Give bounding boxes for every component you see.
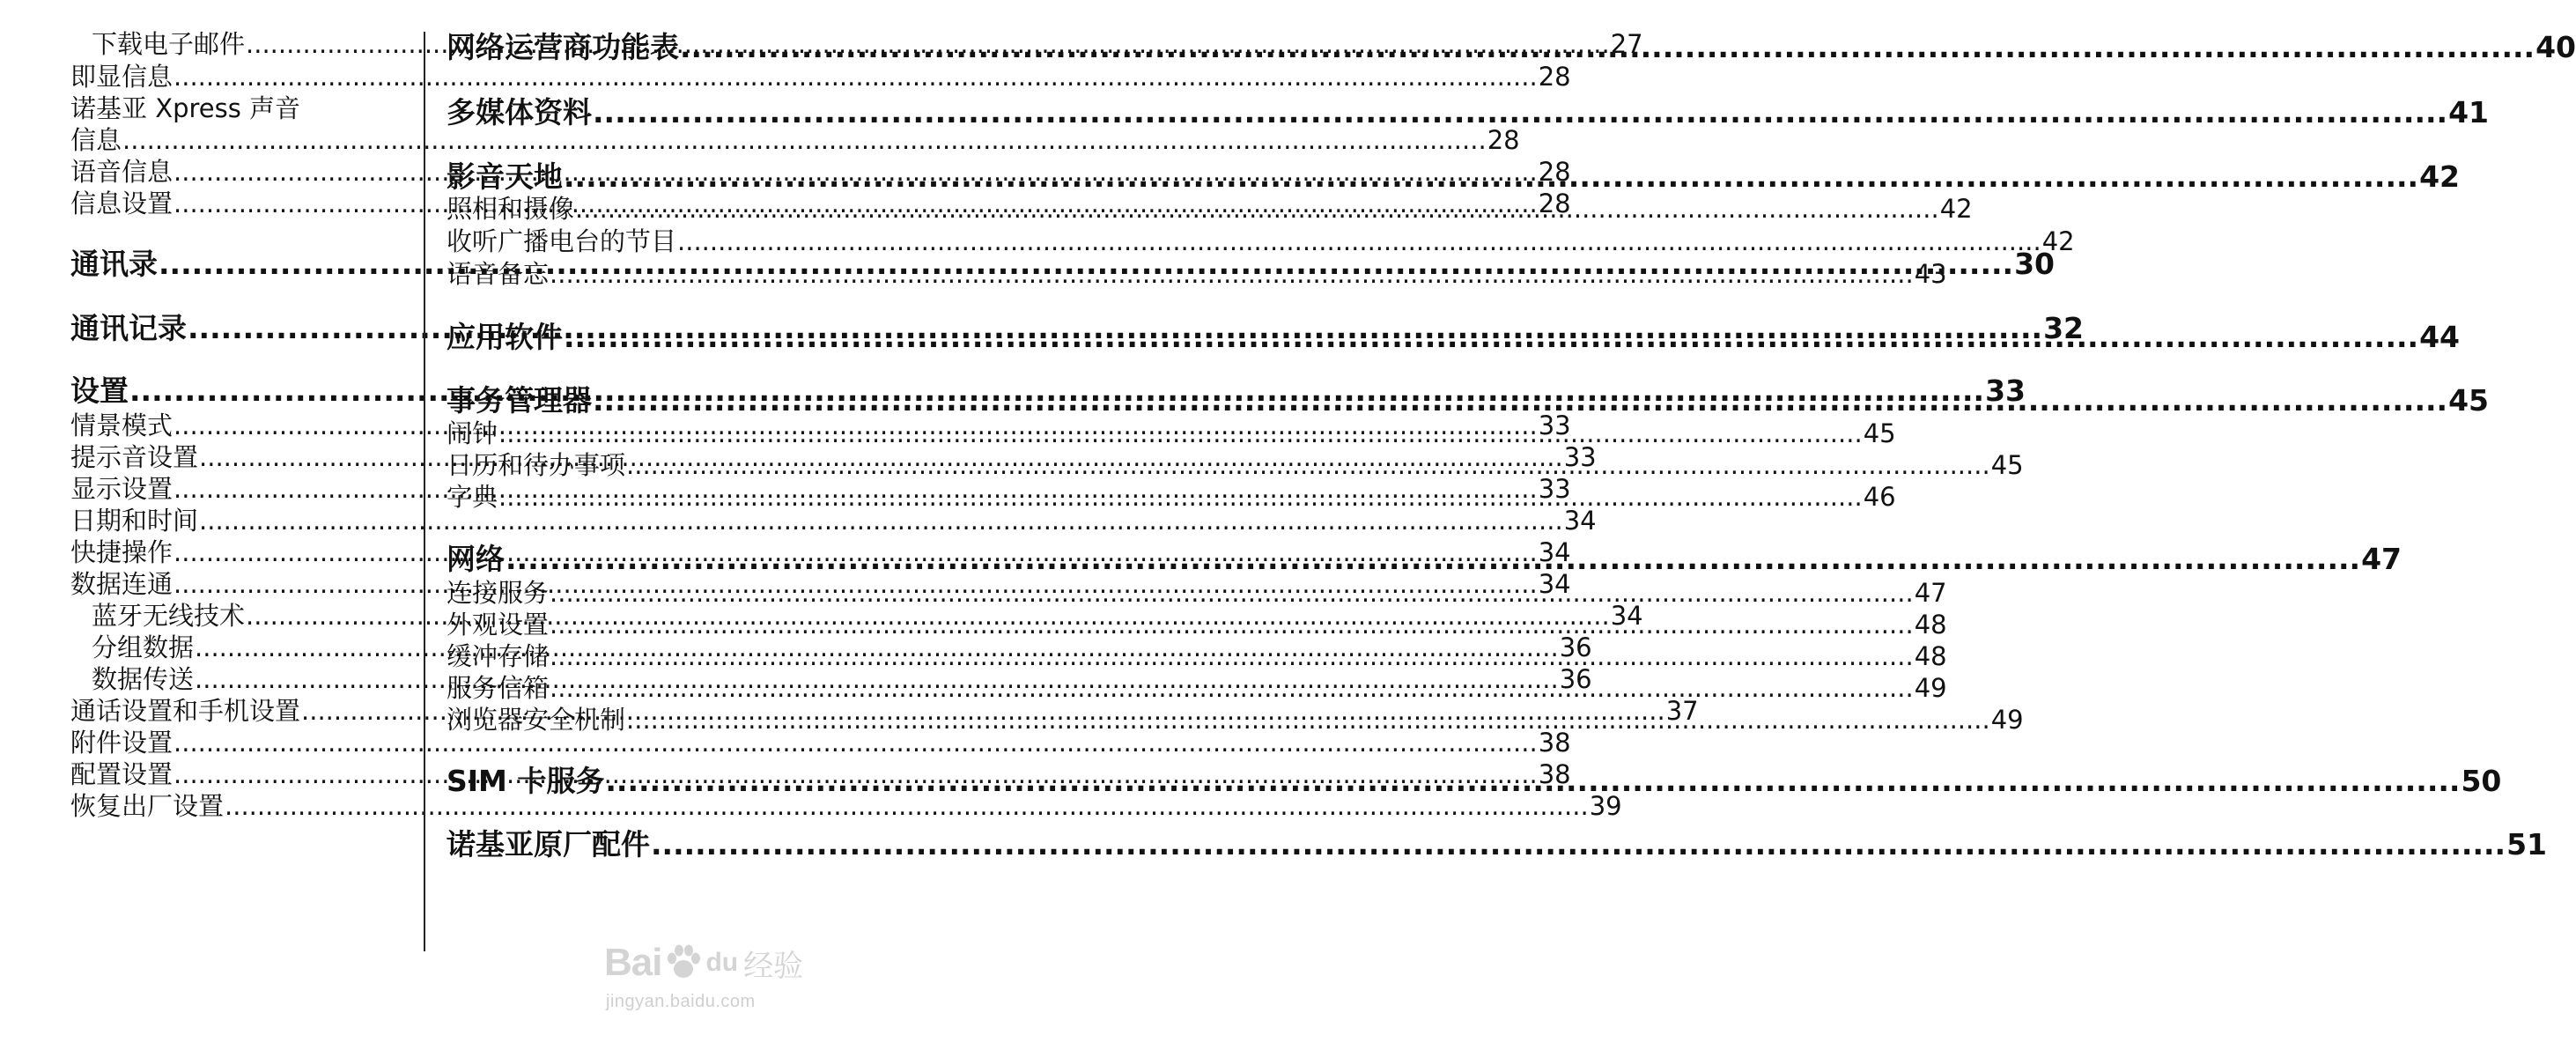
watermark-url: jingyan.baidu.com (606, 992, 756, 1011)
watermark-brand-du: du (705, 948, 739, 977)
toc-page-number: 49 (1914, 673, 1947, 703)
toc-entry-title: 恢复出厂设置 (70, 791, 225, 821)
toc-entry-title: 配置设置 (70, 759, 173, 789)
toc-chapter-title: 多媒体资料 (447, 95, 592, 129)
toc-chapter (447, 383, 2490, 421)
toc-entry (447, 196, 1973, 226)
toc-entry-title: 日历和待办事项 (447, 450, 626, 480)
column-divider (424, 32, 425, 951)
toc-entry-title: 通话设置和手机设置 (70, 696, 301, 726)
toc-chapter (447, 159, 2461, 197)
toc-page-number: 45 (1863, 418, 1896, 448)
toc-page-number: 37 (1665, 696, 1699, 726)
dot-leader (626, 453, 1990, 478)
toc-entry-title: 分组数据 (92, 632, 195, 662)
toc-page-number: 40 (2535, 30, 2576, 64)
toc-page-number: 27 (1610, 29, 1643, 59)
toc-chapter-title: 事务管理器 (447, 383, 592, 418)
dot-leader (680, 29, 2535, 62)
dot-leader (550, 612, 1914, 638)
dot-leader (626, 707, 1990, 733)
toc-entry-title: 快捷操作 (70, 537, 173, 567)
toc-chapter (447, 766, 2501, 802)
toc-page-number: 47 (1914, 578, 1947, 608)
toc-entry-title: 数据连通 (70, 569, 173, 599)
toc-entry (447, 450, 2024, 483)
toc-entry-wrapped-title (70, 93, 301, 126)
dot-leader (550, 644, 1914, 669)
baidu-jingyan-watermark (604, 916, 807, 1013)
toc-page-number: 49 (1990, 705, 2024, 735)
toc-chapter (447, 29, 2576, 68)
toc-page-number: 34 (1610, 601, 1643, 631)
paw-icon (663, 943, 704, 983)
toc-page-number: 33 (1985, 373, 2026, 408)
dot-leader (564, 162, 2418, 191)
toc-page-number: 45 (1990, 450, 2024, 480)
toc-page-number: 48 (1914, 610, 1947, 640)
toc-entry-title: 外观设置 (447, 610, 550, 640)
toc-entry (447, 226, 2075, 259)
toc-page-number: 28 (1538, 189, 1571, 218)
toc-entry (447, 259, 1947, 292)
dot-leader (550, 676, 1914, 701)
toc-page-number: 46 (1863, 482, 1896, 512)
toc-page-number: 34 (1538, 537, 1571, 567)
dot-leader (506, 544, 2360, 573)
toc-entry (70, 64, 1571, 94)
toc-entry-title: 数据传送 (92, 664, 195, 694)
toc-entry-title: 连接服务 (447, 578, 550, 608)
toc-entry-title: 照相和摄像 (447, 194, 575, 224)
watermark-brand-jingyan: 经验 (743, 948, 804, 984)
toc-entry-title: 信息设置 (70, 189, 173, 218)
toc-page-number: 33 (1538, 410, 1571, 440)
toc-chapter-title: 设置 (70, 373, 129, 408)
toc-chapter-title: 应用软件 (447, 320, 563, 354)
toc-entry (447, 707, 2024, 737)
toc-page-number: 34 (1538, 569, 1571, 599)
dot-leader (173, 64, 1538, 90)
toc-entry-title: 附件设置 (70, 728, 173, 758)
toc-entry-title: 诺基亚 Xpress 声音 (70, 93, 301, 123)
toc-entry-title: 信息 (70, 125, 122, 155)
dot-leader (605, 766, 2460, 795)
toc-entry-title: 语音信息 (70, 157, 173, 187)
toc-entry-title: 下载电子邮件 (92, 29, 246, 59)
toc-page-number: 32 (2043, 311, 2085, 345)
toc-page-number: 38 (1538, 759, 1571, 789)
toc-entry-title: 闹钟 (447, 418, 498, 448)
toc-entry-title: 即显信息 (70, 62, 173, 92)
toc-entry-title: 蓝牙无线技术 (92, 601, 246, 631)
toc-chapter (447, 544, 2402, 580)
toc-chapter-title: 影音天地 (447, 159, 563, 194)
toc-entry-title: 缓冲存储 (447, 641, 550, 671)
toc-page-number: 33 (1538, 474, 1571, 504)
dot-leader (651, 830, 2506, 859)
dot-leader (498, 484, 1863, 510)
toc-chapter-title: 通讯录 (70, 247, 158, 281)
toc-entry-title: 语音备忘 (447, 259, 550, 289)
toc-page-number: 42 (2041, 226, 2075, 256)
dot-leader (550, 580, 1914, 606)
toc-chapter (447, 827, 2548, 865)
toc-page-number: 34 (1563, 506, 1597, 536)
toc-page-number: 42 (2419, 159, 2461, 194)
toc-page-number: 28 (1538, 157, 1571, 187)
toc-page-number: 42 (1939, 194, 1973, 224)
toc-chapter-title: SIM 卡服务 (447, 764, 605, 798)
dot-leader (550, 262, 1914, 287)
dot-leader (575, 196, 1939, 222)
toc-page-number: 30 (2014, 247, 2056, 281)
toc-page-number: 43 (1914, 259, 1947, 289)
toc-chapter-title: 诺基亚原厂配件 (447, 827, 650, 861)
toc-page-number: 51 (2506, 827, 2548, 861)
toc-page-number: 50 (2461, 764, 2502, 798)
toc-page-number: 39 (1589, 791, 1622, 821)
toc-entry (447, 580, 1947, 610)
toc-page-number: 48 (1914, 641, 1947, 671)
watermark-brand (604, 941, 803, 985)
toc-page-number: 44 (2419, 320, 2461, 354)
toc-page-number: 45 (2448, 383, 2490, 418)
toc-page-number: 36 (1559, 632, 1592, 662)
toc-page-number: 33 (1563, 442, 1597, 472)
dot-leader (593, 386, 2447, 415)
dot-leader (593, 98, 2447, 127)
toc-entry (447, 673, 1947, 706)
toc-entry-title: 服务信箱 (447, 673, 550, 703)
toc-page-number: 47 (2361, 542, 2403, 576)
toc-page-number: 41 (2448, 95, 2490, 129)
toc-page-number: 28 (1487, 125, 1520, 155)
toc-chapter (447, 95, 2490, 133)
toc-chapter (447, 322, 2460, 358)
toc-entry-title: 字典 (447, 482, 498, 512)
toc-entry-title: 显示设置 (70, 474, 173, 504)
toc-entry-title: 收听广播电台的节目 (447, 226, 677, 256)
dot-leader (677, 229, 2041, 255)
toc-chapter-title: 网络 (447, 542, 505, 576)
toc-page-number: 36 (1559, 664, 1592, 694)
toc-entry-title: 提示音设置 (70, 442, 199, 472)
watermark-brand-bai: Bai (604, 941, 662, 984)
toc-entry (447, 612, 1947, 642)
toc-chapter-title: 网络运营商功能表 (447, 30, 679, 64)
toc-entry (447, 418, 1896, 451)
toc-page-number: 28 (1538, 62, 1571, 92)
toc-entry (447, 641, 1947, 674)
toc-entry (447, 484, 1896, 514)
toc-page-number: 38 (1538, 728, 1571, 758)
dot-leader (498, 421, 1863, 447)
dot-leader (564, 322, 2418, 351)
toc-entry-title: 情景模式 (70, 410, 173, 440)
toc-chapter-title: 通讯记录 (70, 311, 187, 345)
toc-entry-title: 日期和时间 (70, 506, 199, 536)
toc-entry-title: 浏览器安全机制 (447, 705, 626, 735)
